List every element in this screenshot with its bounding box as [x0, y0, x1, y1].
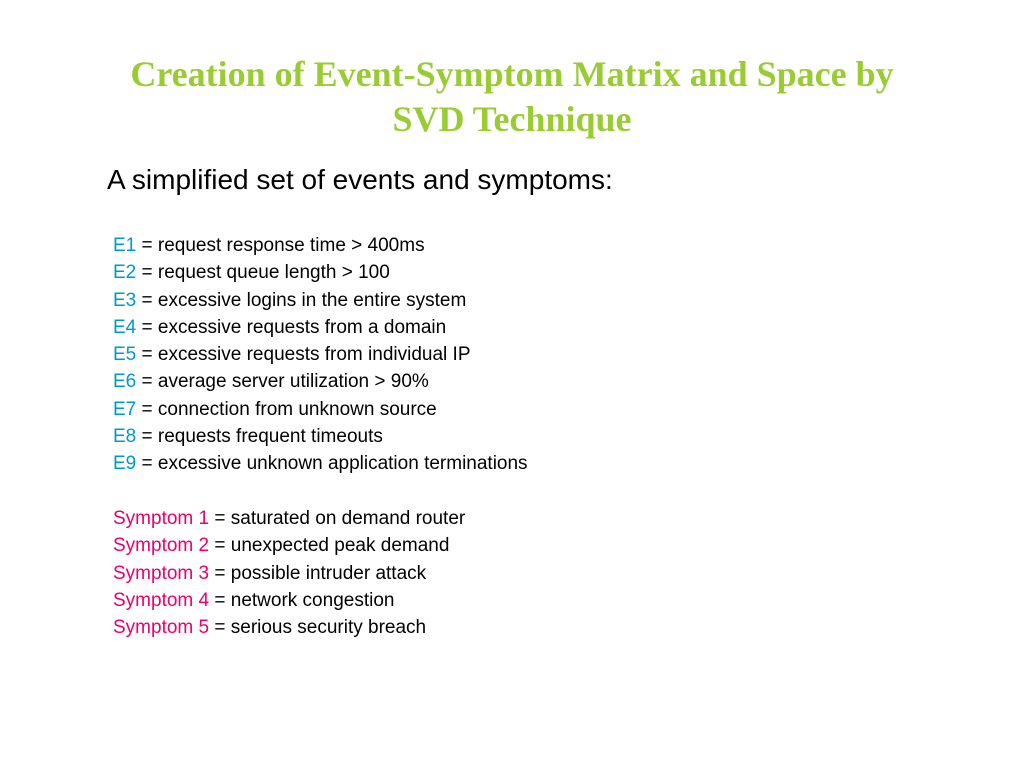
separator: =: [209, 562, 231, 584]
event-text: requests frequent timeouts: [157, 426, 383, 448]
event-text: average server utilization > 90%: [157, 371, 429, 393]
event-text: connection from unknown source: [157, 398, 437, 420]
symptom-item: [113, 560, 465, 587]
separator: =: [136, 426, 158, 448]
slide-title: [0, 52, 1024, 142]
symptom-key: Symptom 1: [113, 508, 210, 529]
slide-title-line-1: Creation of Event-Symptom Matrix and Space by: [130, 54, 894, 94]
event-key: E4: [113, 316, 137, 338]
event-item: [113, 341, 528, 368]
event-text: request queue length > 100: [157, 262, 390, 284]
event-item: [113, 368, 528, 395]
symptom-item: [113, 505, 465, 532]
events-list: [113, 232, 528, 478]
event-text: excessive logins in the entire system: [157, 289, 467, 311]
event-item: [113, 259, 528, 286]
event-text: excessive requests from a domain: [157, 316, 447, 338]
symptom-text: unexpected peak demand: [230, 535, 450, 557]
symptom-item: [113, 614, 465, 641]
event-text: excessive unknown application terminations: [157, 453, 528, 475]
event-key: E6: [113, 371, 137, 393]
slide-title-line-2: SVD Technique: [392, 99, 632, 139]
separator: =: [136, 453, 158, 475]
symptom-text: possible intruder attack: [230, 562, 427, 584]
event-key: E3: [113, 289, 137, 311]
symptoms-list: [113, 505, 465, 641]
separator: =: [209, 617, 231, 639]
slide-subtitle: A simplified set of events and symptoms:: [107, 164, 613, 195]
event-item: [113, 232, 528, 259]
separator: =: [209, 535, 231, 557]
separator: =: [136, 316, 158, 338]
separator: =: [136, 289, 158, 311]
separator: =: [136, 262, 158, 284]
event-text: excessive requests from individual IP: [157, 344, 471, 366]
event-text: request response time > 400ms: [157, 235, 425, 256]
event-item: [113, 423, 528, 450]
symptom-text: saturated on demand router: [230, 508, 466, 529]
symptom-key: Symptom 2: [113, 535, 210, 557]
separator: =: [209, 589, 231, 611]
symptom-text: serious security breach: [230, 617, 427, 639]
event-key: E9: [113, 453, 137, 475]
symptom-text: network congestion: [230, 589, 395, 611]
event-item: [113, 450, 528, 477]
event-key: E2: [113, 262, 137, 284]
event-key: E1: [113, 235, 137, 256]
event-key: E5: [113, 344, 137, 366]
separator: =: [136, 235, 158, 256]
symptom-item: [113, 587, 465, 614]
event-key: E7: [113, 398, 137, 420]
separator: =: [209, 508, 231, 529]
symptom-item: [113, 532, 465, 559]
event-item: [113, 314, 528, 341]
separator: =: [136, 398, 158, 420]
separator: =: [136, 344, 158, 366]
symptom-key: Symptom 5: [113, 617, 210, 639]
event-item: [113, 396, 528, 423]
event-item: [113, 287, 528, 314]
event-key: E8: [113, 426, 137, 448]
symptom-key: Symptom 4: [113, 589, 210, 611]
symptom-key: Symptom 3: [113, 562, 210, 584]
separator: =: [136, 371, 158, 393]
